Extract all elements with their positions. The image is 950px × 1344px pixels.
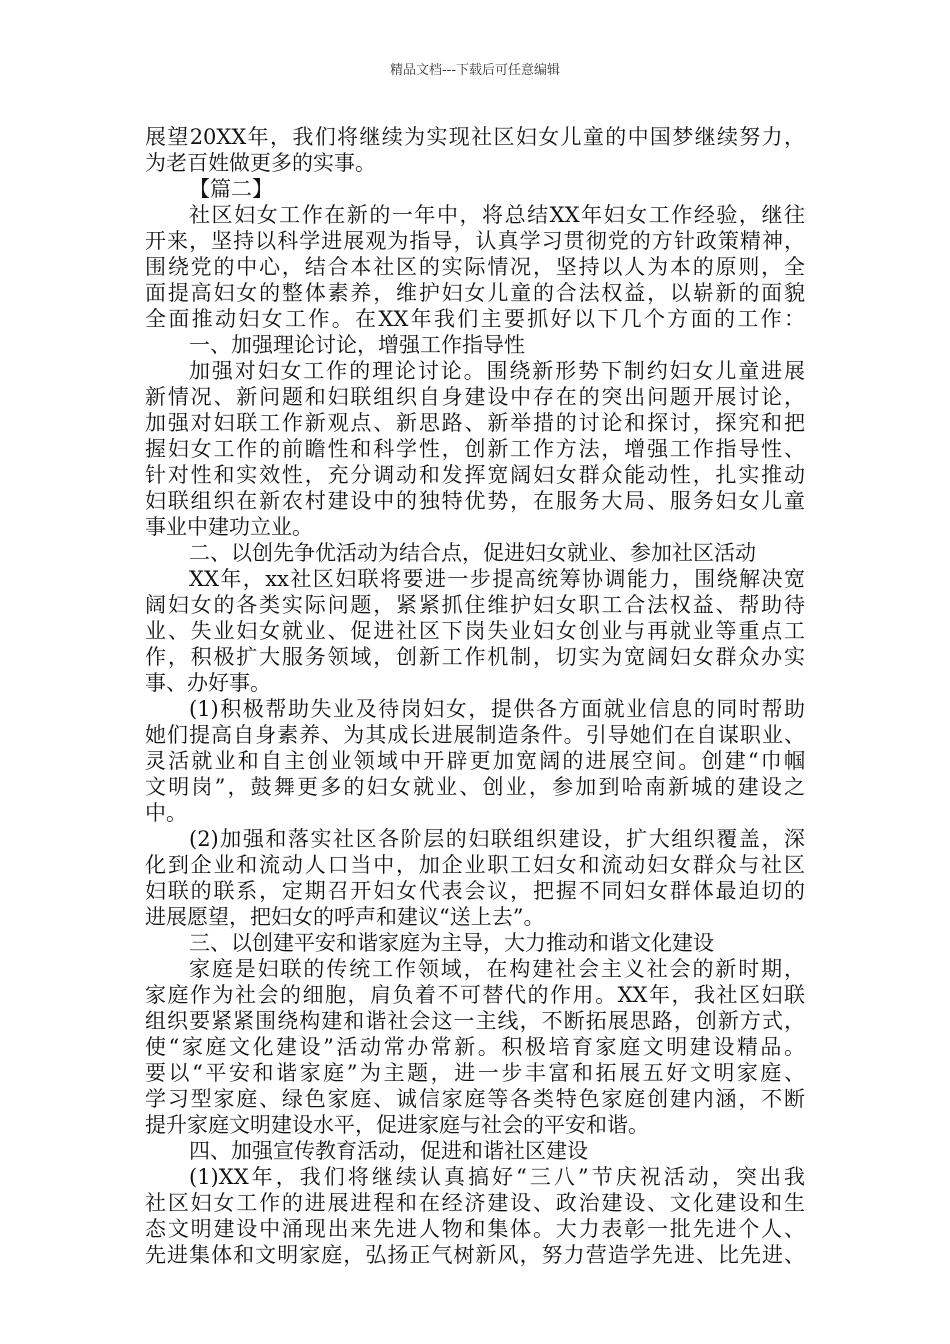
text-line: 要以“平安和谐家庭”为主题，进一步丰富和拓展五好文明家庭、 (145, 1061, 805, 1085)
text-line: 为老百姓做更多的实事。 (145, 151, 376, 175)
text-line: 学习型家庭、绿色家庭、诚信家庭等各类特色家庭创建内涵，不断 (145, 1087, 805, 1111)
text-line: 展望20XX年，我们将继续为实现社区妇女儿童的中国梦继续努力， (145, 125, 805, 149)
text-line: 家庭是妇联的传统工作领域，在构建社会主义社会的新时期， (189, 957, 805, 981)
text-line: 围绕党的中心，结合本社区的实际情况，坚持以人为本的原则，全 (145, 255, 805, 279)
text-line: 她们提高自身素养、为其成长进展制造条件。引导她们在自谋职业、 (145, 723, 805, 747)
text-line: 针对性和实效性，充分调动和发挥宽阔妇女群众能动性，扎实推动 (145, 463, 805, 487)
text-line: 开来，坚持以科学进展观为指导，认真学习贯彻党的方针政策精神， (145, 229, 805, 253)
text-line: 作，积极扩大服务领域，创新工作机制，切实为宽阔妇女群众办实 (145, 645, 805, 669)
text-line: 加强对妇联工作新观点、新思路、新举措的讨论和探讨，探究和把 (145, 411, 805, 435)
text-line: 使“家庭文化建设”活动常办常新。积极培育家庭文明建设精品。 (145, 1035, 805, 1059)
text-line: 进展愿望，把妇女的呼声和建议“送上去”。 (145, 905, 545, 929)
text-line: 社区妇女工作在新的一年中，将总结XX年妇女工作经验，继往 (189, 203, 805, 227)
text-line: (1)积极帮助失业及待岗妇女，提供各方面就业信息的同时帮助 (189, 697, 805, 721)
text-line: 【篇二】 (189, 177, 273, 201)
text-line: 阔妇女的各类实际问题，紧紧抓住维护妇女职工合法权益、帮助待 (145, 593, 805, 617)
page-header: 精品文档---下载后可任意编辑 (389, 63, 561, 78)
document-body (145, 124, 805, 1268)
text-line: 全面推动妇女工作。在XX年我们主要抓好以下几个方面的工作： (145, 307, 805, 331)
text-line: 先进集体和文明家庭，弘扬正气树新风，努力营造学先进、比先进、 (145, 1243, 805, 1267)
text-line: 三、以创建平安和谐家庭为主导，大力推动和谐文化建设 (189, 931, 714, 955)
text-line: 新情况、新问题和妇联组织自身建设中存在的突出问题开展讨论， (145, 385, 805, 409)
text-line: 社区妇女工作的进展进程和在经济建设、政治建设、文化建设和生 (145, 1191, 805, 1215)
text-line: 一、加强理论讨论，增强工作指导性 (189, 333, 525, 357)
text-line: 文明岗”，鼓舞更多的妇女就业、创业，参加到哈南新城的建设之 (145, 775, 805, 799)
text-line: 家庭作为社会的细胞，肩负着不可替代的作用。XX年，我社区妇联 (145, 983, 805, 1007)
text-line: 加强对妇女工作的理论讨论。围绕新形势下制约妇女儿童进展 (189, 359, 805, 383)
text-line: 面提高妇女的整体素养，维护妇女儿童的合法权益，以崭新的面貌 (145, 281, 805, 305)
text-line: 事业中建功立业。 (145, 515, 313, 539)
text-line: 化到企业和流动人口当中，加企业职工妇女和流动妇女群众与社区 (145, 853, 805, 877)
text-line: 灵活就业和自主创业领域中开辟更加宽阔的进展空间。创建“巾帼 (145, 749, 805, 773)
text-line: 事、办好事。 (145, 671, 271, 695)
text-line: 中。 (145, 801, 187, 825)
text-line: 握妇女工作的前瞻性和科学性，创新工作方法，增强工作指导性、 (145, 437, 805, 461)
text-line: (1)XX年，我们将继续认真搞好“三八”节庆祝活动，突出我 (189, 1165, 805, 1189)
text-line: 妇联的联系，定期召开妇女代表会议，把握不同妇女群体最迫切的 (145, 879, 805, 903)
text-line: 组织要紧紧围绕构建和谐社会这一主线，不断拓展思路，创新方式， (145, 1009, 805, 1033)
text-line: (2)加强和落实社区各阶层的妇联组织建设，扩大组织覆盖，深 (189, 827, 805, 851)
text-line: 妇联组织在新农村建设中的独特优势，在服务大局、服务妇女儿童 (145, 489, 805, 513)
text-line: XX年，xx社区妇联将要进一步提高统筹协调能力，围绕解决宽 (189, 567, 805, 591)
text-line: 业、失业妇女就业、促进社区下岗失业妇女创业与再就业等重点工 (145, 619, 805, 643)
text-line: 四、加强宣传教育活动，促进和谐社区建设 (189, 1139, 588, 1163)
text-line: 态文明建设中涌现出来先进人物和集体。大力表彰一批先进个人、 (145, 1217, 805, 1241)
text-line: 二、以创先争优活动为结合点，促进妇女就业、参加社区活动 (189, 541, 756, 565)
text-line: 提升家庭文明建设水平，促进家庭与社会的平安和谐。 (145, 1113, 649, 1137)
